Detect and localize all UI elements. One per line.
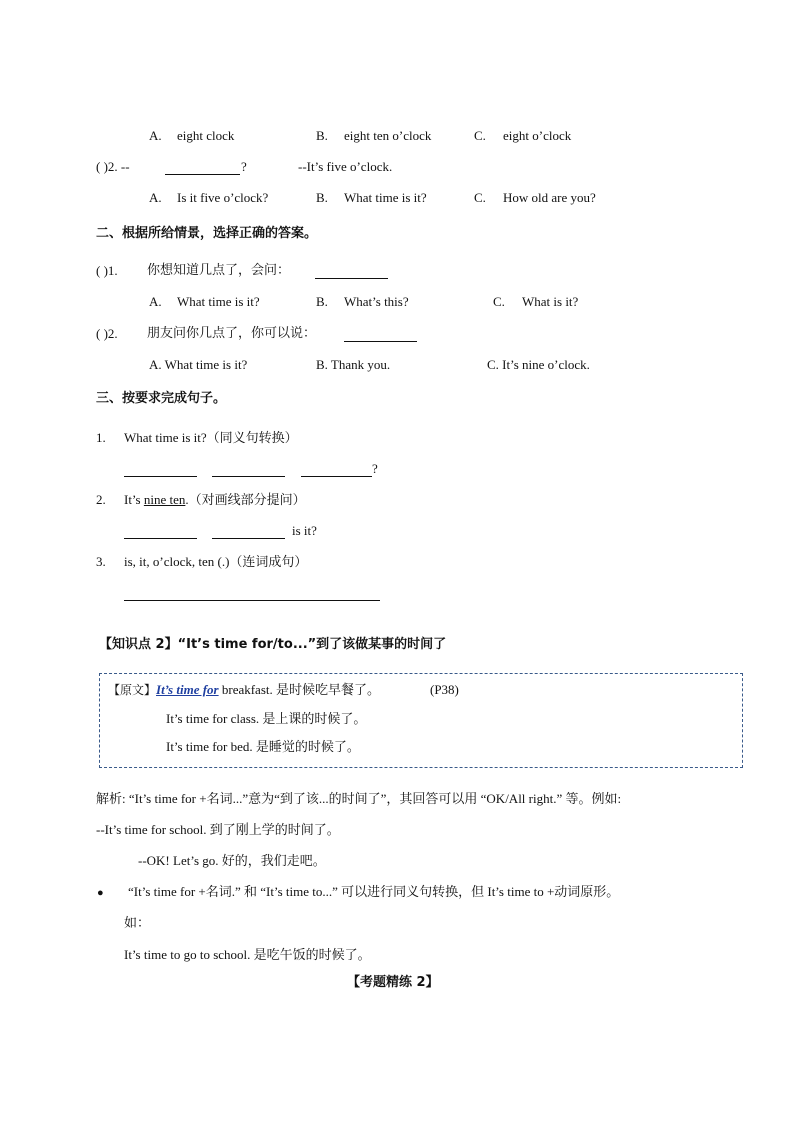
option-a-label: A. — [149, 128, 162, 143]
answer-blank[interactable] — [212, 524, 285, 539]
answer-blank[interactable] — [124, 586, 380, 601]
question-number: 3. — [96, 554, 106, 569]
option-b-text: What’s this? — [344, 294, 409, 309]
option-b-label: B. — [316, 294, 328, 309]
question-paren: ( )2. -- — [96, 159, 130, 174]
question-mark: ? — [372, 461, 378, 476]
question-text — [124, 491, 306, 509]
bullet-text: “It’s time for +名词.” 和 “It’s time to...” 可以进行同义句转换，但 It’s time to +动词原形。 — [128, 884, 620, 899]
option-c-label: C. — [493, 294, 505, 309]
option-b-text: What time is it? — [344, 190, 427, 205]
such-as-label: 如： — [124, 915, 151, 930]
example-line: It’s time to go to school. 是吃午饭的时候了。 — [124, 947, 371, 962]
option-c-label: C. — [474, 128, 486, 143]
text-post: .（对画线部分提问） — [185, 492, 306, 507]
box-label: 【原文】 — [108, 683, 157, 697]
box-line-1-rest: breakfast. 是时候吃早餐了。 — [218, 682, 380, 697]
answer-blank[interactable] — [124, 524, 197, 539]
highlight-phrase: It’s time for — [156, 682, 219, 697]
answer-line: --It’s five o’clock. — [298, 159, 393, 174]
box-line-3: It’s time for bed. 是睡觉的时候了。 — [166, 739, 360, 754]
question-text: 朋友问你几点了，你可以说： — [147, 326, 317, 341]
text-pre: It’s — [124, 492, 144, 507]
question-text: is, it, o’clock, ten (.)（连词成句） — [124, 554, 308, 569]
option-b-text: eight ten o’clock — [344, 128, 432, 143]
question-mark: ? — [241, 159, 247, 174]
section-title: 二、根据所给情景，选择正确的答案。 — [96, 226, 318, 241]
analysis-text: 解析: “It’s time for +名词...”意为“到了该...的时间了”，其回答可以用 “OK/All right.” 等。例如: — [96, 791, 622, 806]
option-a: A. What time is it? — [149, 357, 248, 372]
option-c-text: What is it? — [522, 294, 579, 309]
option-a-label: A. — [149, 190, 162, 205]
answer-blank[interactable] — [212, 462, 285, 477]
box-line-2: It’s time for class. 是上课的时候了。 — [166, 711, 367, 726]
question-text: 你想知道几点了，会问： — [147, 263, 291, 278]
bullet-icon: ● — [97, 887, 104, 899]
option-a-text: What time is it? — [177, 294, 260, 309]
option-b-label: B. — [316, 128, 328, 143]
option-a-text: Is it five o’clock? — [177, 190, 269, 205]
underlined-text: nine ten — [143, 492, 186, 507]
answer-blank[interactable] — [301, 462, 372, 477]
answer-blank[interactable] — [315, 264, 388, 279]
question-paren: ( )1. — [96, 263, 118, 278]
knowledge-title: 【知识点 2】“It’s time for/to...”到了该做某事的时间了 — [99, 637, 447, 652]
question-end: is it? — [292, 523, 317, 538]
answer-blank[interactable] — [344, 327, 417, 342]
option-c-text: eight o’clock — [503, 128, 572, 143]
section-title: 三、按要求完成句子。 — [96, 391, 227, 406]
example-line: --OK! Let’s go. 好的，我们走吧。 — [138, 853, 326, 868]
answer-blank[interactable] — [124, 462, 197, 477]
option-a-label: A. — [149, 294, 162, 309]
option-c-text: How old are you? — [503, 190, 596, 205]
option-b: B. Thank you. — [316, 357, 391, 372]
option-b-label: B. — [316, 190, 328, 205]
option-c: C. It’s nine o’clock. — [487, 357, 590, 372]
practice-title: 【考题精练 2】 — [347, 975, 439, 990]
page-reference: (P38) — [430, 682, 459, 697]
example-line: --It’s time for school. 到了刚上学的时间了。 — [96, 822, 340, 837]
question-number: 1. — [96, 430, 106, 445]
question-number: 2. — [96, 492, 106, 507]
question-text: What time is it?（同义句转换） — [124, 430, 298, 445]
question-paren: ( )2. — [96, 326, 118, 341]
box-line-1 — [108, 681, 380, 699]
answer-blank[interactable] — [165, 160, 240, 175]
option-a-text: eight clock — [177, 128, 235, 143]
option-c-label: C. — [474, 190, 486, 205]
